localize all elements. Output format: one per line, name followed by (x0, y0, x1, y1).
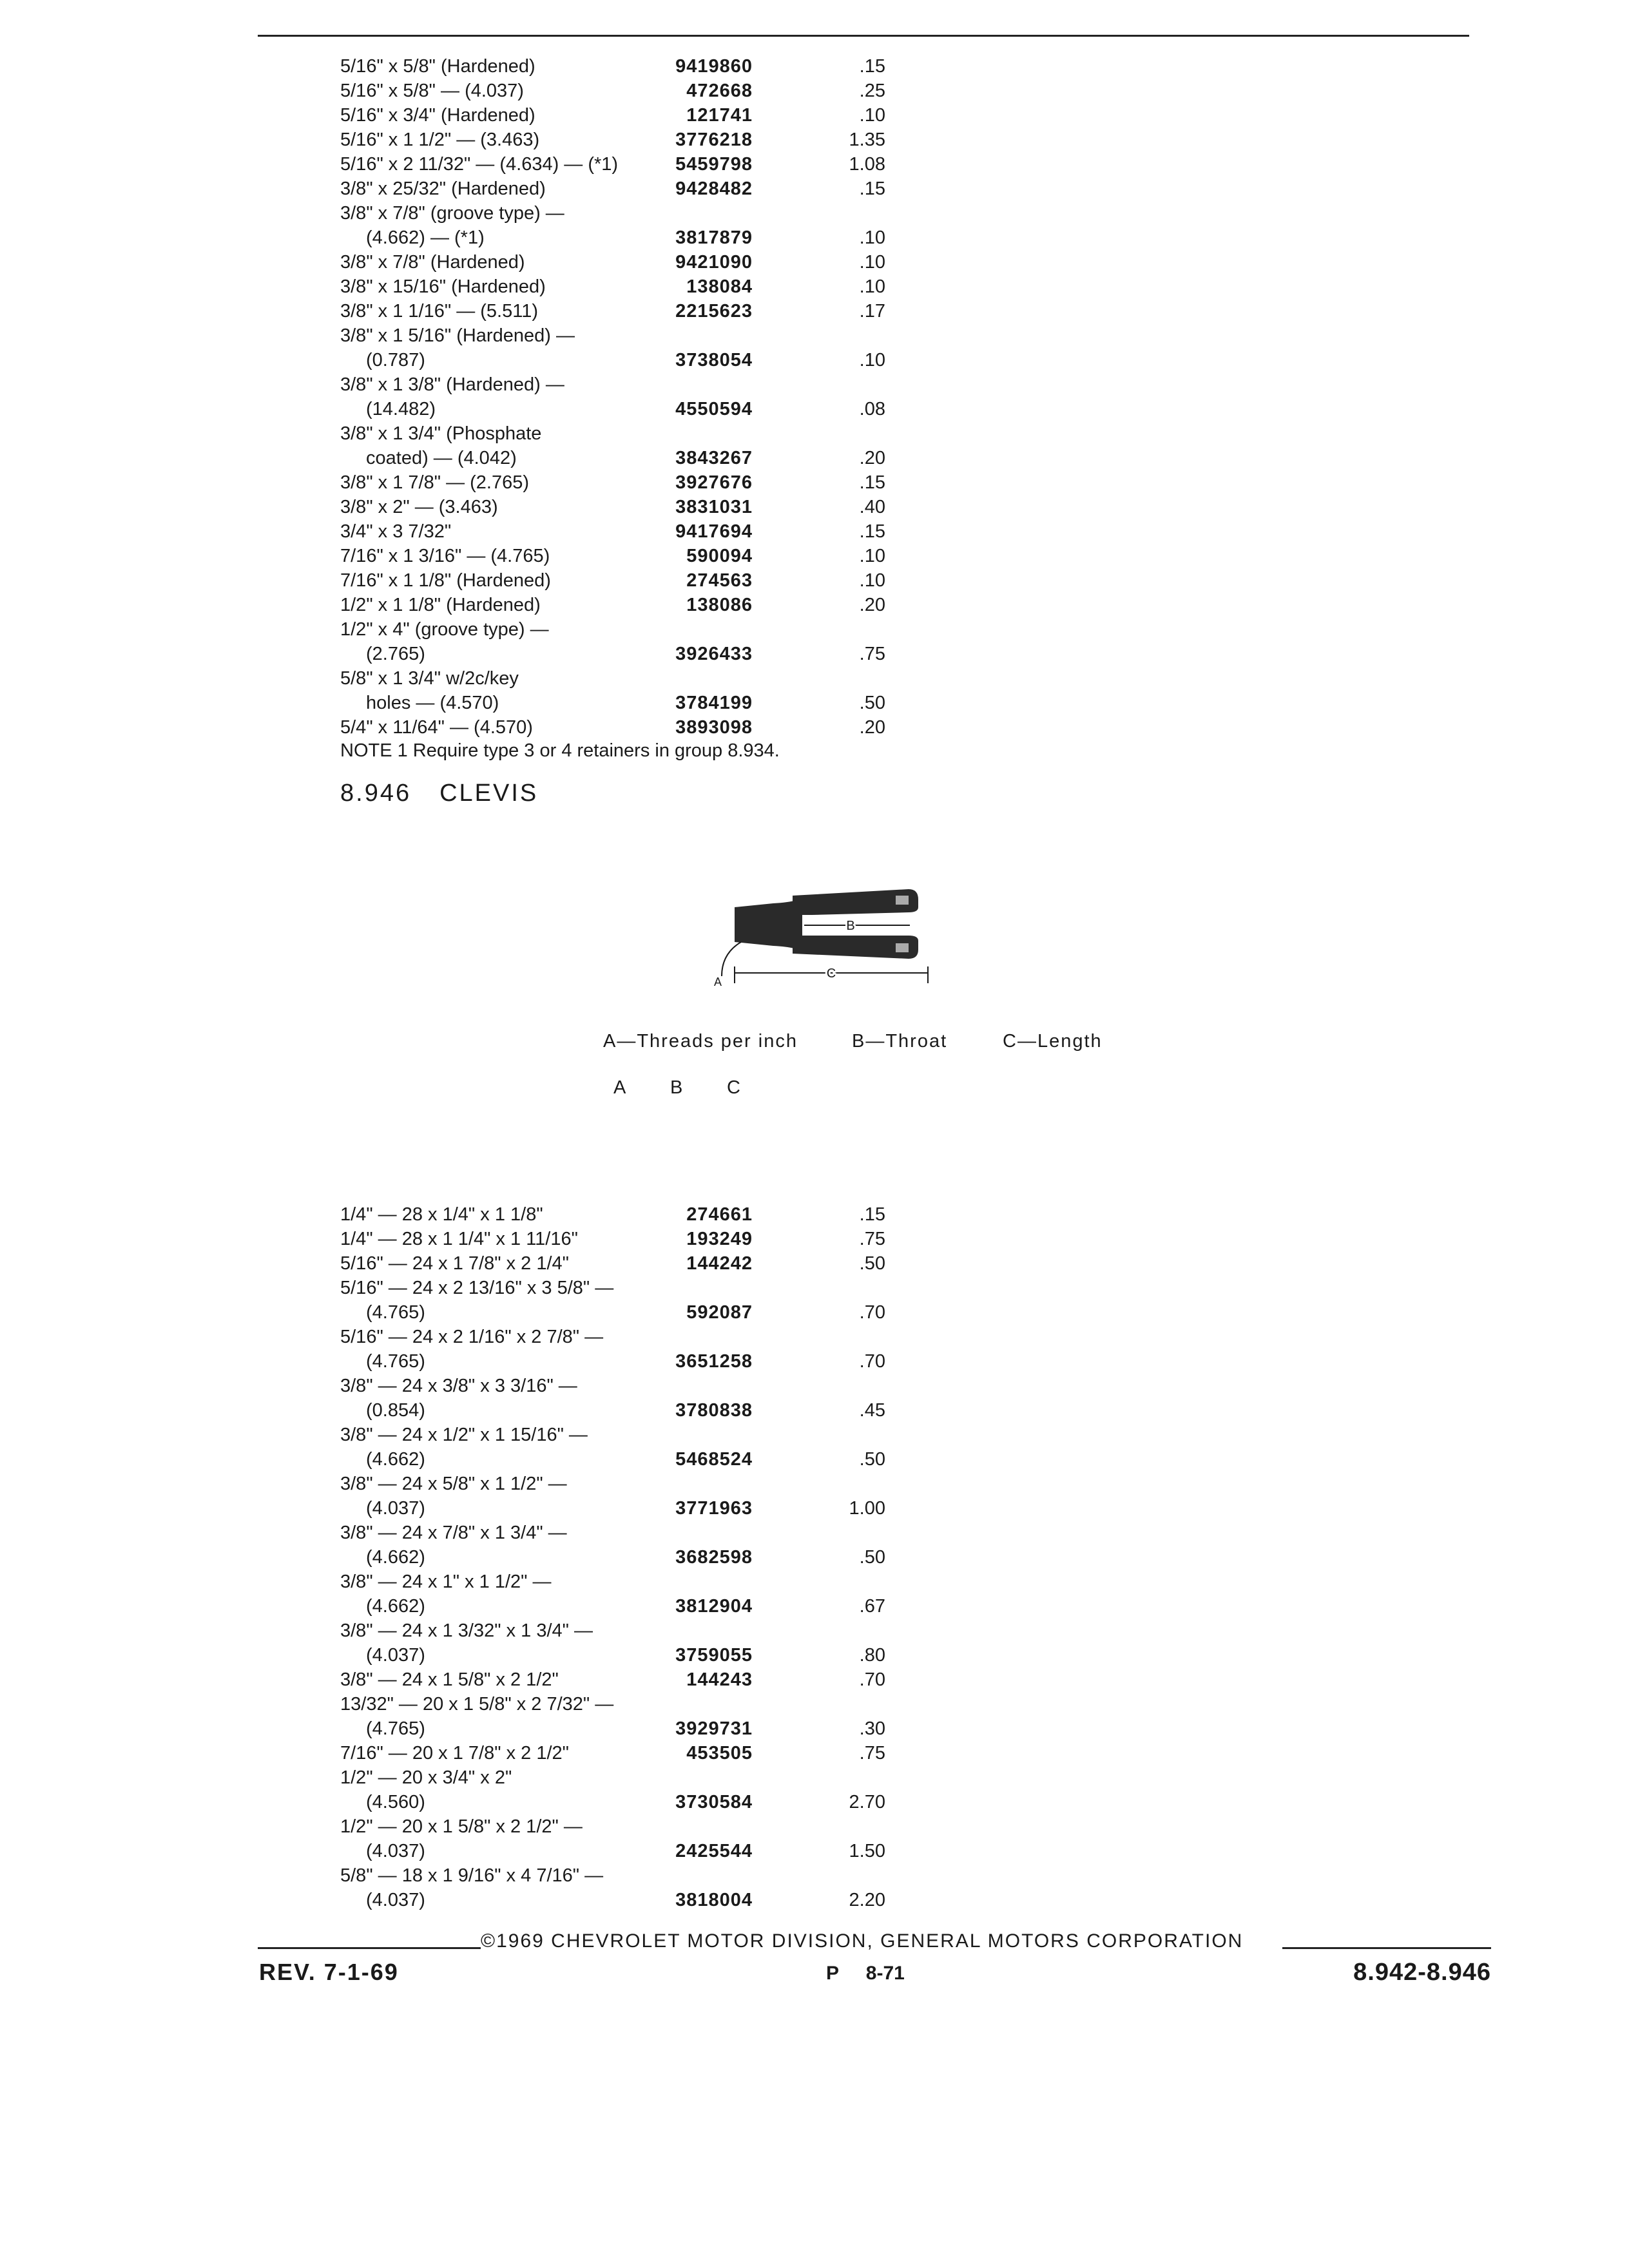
parts-row (340, 1839, 920, 1863)
label-c: C (826, 966, 836, 981)
part-number: 5459798 (675, 154, 753, 175)
parts-row (340, 1227, 920, 1251)
part-description: 3/8" x 1 3/4" (Phosphate (340, 423, 542, 444)
part-number: 3927676 (675, 472, 753, 493)
parts-row (340, 323, 920, 348)
legend-b: B—Throat (852, 1031, 948, 1052)
part-number: 138086 (686, 595, 753, 615)
part-price: .75 (859, 1743, 885, 1763)
parts-row (340, 1521, 920, 1545)
footnote: NOTE 1 Require type 3 or 4 retainers in group 8.934. (340, 740, 780, 761)
parts-row (340, 446, 920, 470)
part-price: .08 (859, 399, 885, 419)
part-description: 5/16" x 1 1/2" — (3.463) (340, 130, 540, 150)
part-description: 3/8" x 1 5/16" (Hardened) — (340, 325, 575, 346)
part-description: (4.662) — (*1) (366, 227, 485, 248)
part-price: .25 (859, 81, 885, 101)
part-price: .30 (859, 1718, 885, 1739)
part-description: 3/8" x 1 7/8" — (2.765) (340, 472, 530, 493)
part-number: 3780838 (675, 1400, 753, 1421)
parts-row (340, 1888, 920, 1912)
parts-row (340, 372, 920, 397)
part-price: .67 (859, 1596, 885, 1617)
part-description: 3/8" — 24 x 5/8" x 1 1/2" — (340, 1474, 567, 1494)
part-description: 1/2" x 1 1/8" (Hardened) (340, 595, 541, 615)
part-description: 5/16" x 2 11/32" — (4.634) — (*1) (340, 154, 619, 175)
parts-row (340, 201, 920, 226)
part-description: 3/8" x 25/32" (Hardened) (340, 178, 546, 199)
part-description: 5/8" x 1 3/4" w/2c/key (340, 668, 519, 689)
parts-row (340, 1202, 920, 1227)
part-description: 3/8" — 24 x 1 5/8" x 2 1/2" (340, 1669, 559, 1690)
footer-rule-right (1282, 1947, 1491, 1949)
column-head-b: B (670, 1077, 683, 1098)
part-description: 3/8" x 2" — (3.463) (340, 497, 498, 517)
part-description: 5/8" — 18 x 1 9/16" x 4 7/16" — (340, 1865, 604, 1886)
part-description: 1/2" — 20 x 1 5/8" x 2 1/2" — (340, 1816, 583, 1837)
parts-row (340, 1643, 920, 1667)
parts-row (340, 568, 920, 593)
part-number: 3831031 (675, 497, 753, 517)
part-description: (4.037) (366, 1890, 425, 1910)
parts-row (340, 1863, 920, 1888)
parts-row (340, 1349, 920, 1374)
part-description: (2.765) (366, 644, 425, 664)
parts-row (340, 397, 920, 421)
part-number: 3738054 (675, 350, 753, 370)
part-price: .15 (859, 56, 885, 77)
parts-row (340, 593, 920, 617)
parts-table-8942 (340, 54, 920, 740)
part-description: (0.854) (366, 1400, 425, 1421)
parts-row (340, 519, 920, 544)
part-description: (4.662) (366, 1596, 425, 1617)
parts-row (340, 495, 920, 519)
part-number: 3818004 (675, 1890, 753, 1910)
part-description: 3/8" x 7/8" (groove type) — (340, 203, 564, 224)
part-description: (4.560) (366, 1792, 425, 1812)
parts-table-8946 (340, 1202, 920, 1912)
part-price: .20 (859, 717, 885, 738)
part-description: 5/16" x 5/8" (Hardened) (340, 56, 535, 77)
parts-row (340, 1251, 920, 1276)
parts-row (340, 1667, 920, 1692)
part-price: .15 (859, 1204, 885, 1225)
part-number: 138084 (686, 276, 753, 297)
parts-row (340, 1300, 920, 1325)
label-b: B (846, 919, 855, 933)
part-price: .15 (859, 472, 885, 493)
part-description: 7/16" x 1 3/16" — (4.765) (340, 546, 550, 566)
part-description: (4.037) (366, 1841, 425, 1861)
part-price: .40 (859, 497, 885, 517)
part-description: 5/16" x 5/8" — (4.037) (340, 81, 524, 101)
part-description: 13/32" — 20 x 1 5/8" x 2 7/32" — (340, 1694, 614, 1715)
part-description: (4.662) (366, 1547, 425, 1568)
part-price: .10 (859, 350, 885, 370)
part-description: coated) — (4.042) (366, 448, 517, 468)
part-number: 121741 (686, 105, 753, 126)
parts-row (340, 470, 920, 495)
part-number: 3784199 (675, 693, 753, 713)
parts-row (340, 1276, 920, 1300)
part-description: 3/8" — 24 x 1/2" x 1 15/16" — (340, 1425, 588, 1445)
part-price: .80 (859, 1645, 885, 1666)
part-price: .50 (859, 1253, 885, 1274)
section-range: 8.942-8.946 (1353, 1959, 1491, 1986)
part-price: .50 (859, 1449, 885, 1470)
part-description: 3/8" — 24 x 1" x 1 1/2" — (340, 1571, 552, 1592)
clevis-diagram (696, 870, 954, 992)
parts-row (340, 1496, 920, 1521)
parts-row (340, 544, 920, 568)
part-description: 1/2" — 20 x 3/4" x 2" (340, 1767, 512, 1788)
part-price: .70 (859, 1302, 885, 1323)
part-description: 7/16" — 20 x 1 7/8" x 2 1/2" (340, 1743, 569, 1763)
parts-row (340, 666, 920, 691)
part-price: .45 (859, 1400, 885, 1421)
part-number: 3893098 (675, 717, 753, 738)
part-number: 3776218 (675, 130, 753, 150)
part-price: .70 (859, 1351, 885, 1372)
copyright: ©1969 CHEVROLET MOTOR DIVISION, GENERAL MOTORS CORPORATION (481, 1930, 1244, 1952)
part-price: .50 (859, 693, 885, 713)
part-description: (14.482) (366, 399, 436, 419)
part-price: .75 (859, 1229, 885, 1249)
part-description: 3/8" x 1 3/8" (Hardened) — (340, 374, 564, 395)
part-number: 193249 (686, 1229, 753, 1249)
part-price: .10 (859, 252, 885, 273)
part-price: 1.35 (849, 130, 885, 150)
parts-row (340, 691, 920, 715)
parts-row (340, 103, 920, 128)
part-number: 3817879 (675, 227, 753, 248)
part-description: (4.662) (366, 1449, 425, 1470)
column-head-c: C (727, 1077, 740, 1098)
page-number: P 8-71 (826, 1963, 905, 1984)
part-number: 453505 (686, 1743, 753, 1763)
part-description: 1/4" — 28 x 1 1/4" x 1 11/16" (340, 1229, 578, 1249)
part-number: 5468524 (675, 1449, 753, 1470)
part-description: (4.765) (366, 1351, 425, 1372)
column-head-a: A (613, 1077, 626, 1098)
parts-row (340, 152, 920, 177)
parts-row (340, 1570, 920, 1594)
parts-row (340, 1790, 920, 1814)
parts-row (340, 128, 920, 152)
part-description: (4.037) (366, 1645, 425, 1666)
parts-row (340, 1594, 920, 1619)
revision-date: REV. 7-1-69 (259, 1959, 399, 1985)
parts-row (340, 715, 920, 740)
parts-row (340, 617, 920, 642)
parts-row (340, 226, 920, 250)
part-description: 5/4" x 11/64" — (4.570) (340, 717, 533, 738)
part-price: .75 (859, 644, 885, 664)
parts-row (340, 1423, 920, 1447)
part-price: 1.50 (849, 1841, 885, 1861)
part-description: 3/8" x 7/8" (Hardened) (340, 252, 525, 273)
part-number: 592087 (686, 1302, 753, 1323)
part-number: 3771963 (675, 1498, 753, 1519)
part-number: 3843267 (675, 448, 753, 468)
part-price: .10 (859, 570, 885, 591)
part-description: 3/8" — 24 x 1 3/32" x 1 3/4" — (340, 1620, 593, 1641)
part-number: 9419860 (675, 56, 753, 77)
part-description: (4.765) (366, 1302, 425, 1323)
parts-row (340, 1716, 920, 1741)
parts-row (340, 1472, 920, 1496)
part-number: 144242 (686, 1253, 753, 1274)
section-heading (340, 780, 566, 807)
part-number: 274661 (686, 1204, 753, 1225)
part-number: 9417694 (675, 521, 753, 542)
parts-row (340, 1398, 920, 1423)
part-description: 1/4" — 28 x 1/4" x 1 1/8" (340, 1204, 543, 1225)
part-price: .15 (859, 178, 885, 199)
section-title: CLEVIS (439, 780, 539, 807)
parts-row (340, 1374, 920, 1398)
parts-row (340, 1741, 920, 1765)
part-description: (0.787) (366, 350, 425, 370)
part-description: (4.765) (366, 1718, 425, 1739)
parts-row (340, 250, 920, 274)
parts-row (340, 1814, 920, 1839)
part-price: 2.20 (849, 1890, 885, 1910)
part-price: .10 (859, 276, 885, 297)
part-price: 1.08 (849, 154, 885, 175)
parts-row (340, 1619, 920, 1643)
part-number: 144243 (686, 1669, 753, 1690)
parts-row (340, 54, 920, 79)
legend-a: A—Threads per inch (603, 1031, 798, 1052)
part-price: .70 (859, 1669, 885, 1690)
part-number: 3651258 (675, 1351, 753, 1372)
part-description: holes — (4.570) (366, 693, 499, 713)
part-number: 590094 (686, 546, 753, 566)
part-price: .10 (859, 105, 885, 126)
top-rule (258, 35, 1469, 37)
part-price: .10 (859, 227, 885, 248)
part-number: 3759055 (675, 1645, 753, 1666)
part-description: 7/16" x 1 1/8" (Hardened) (340, 570, 551, 591)
parts-row (340, 421, 920, 446)
part-description: 5/16" — 24 x 2 1/16" x 2 7/8" — (340, 1327, 604, 1347)
part-price: 2.70 (849, 1792, 885, 1812)
part-number: 9421090 (675, 252, 753, 273)
parts-row (340, 1765, 920, 1790)
part-number: 3682598 (675, 1547, 753, 1568)
part-description: 3/4" x 3 7/32" (340, 521, 452, 542)
part-price: .15 (859, 521, 885, 542)
part-number: 9428482 (675, 178, 753, 199)
part-price: .10 (859, 546, 885, 566)
parts-row (340, 299, 920, 323)
parts-row (340, 1692, 920, 1716)
part-number: 3926433 (675, 644, 753, 664)
part-description: 3/8" x 15/16" (Hardened) (340, 276, 546, 297)
part-number: 3730584 (675, 1792, 753, 1812)
parts-row (340, 642, 920, 666)
part-number: 4550594 (675, 399, 753, 419)
part-description: 3/8" x 1 1/16" — (5.511) (340, 301, 538, 322)
part-number: 3929731 (675, 1718, 753, 1739)
part-price: .20 (859, 448, 885, 468)
part-description: 5/16" — 24 x 1 7/8" x 2 1/4" (340, 1253, 569, 1274)
part-number: 274563 (686, 570, 753, 591)
part-description: (4.037) (366, 1498, 425, 1519)
label-a: A (714, 975, 722, 988)
part-description: 3/8" — 24 x 7/8" x 1 3/4" — (340, 1523, 567, 1543)
footer-rule-left (258, 1947, 481, 1949)
parts-row (340, 1325, 920, 1349)
part-description: 3/8" — 24 x 3/8" x 3 3/16" — (340, 1376, 577, 1396)
section-number: 8.946 (340, 780, 412, 807)
part-description: 5/16" — 24 x 2 13/16" x 3 5/8" — (340, 1278, 614, 1298)
parts-row (340, 274, 920, 299)
part-price: .20 (859, 595, 885, 615)
parts-row (340, 79, 920, 103)
part-number: 2215623 (675, 301, 753, 322)
part-description: 5/16" x 3/4" (Hardened) (340, 105, 535, 126)
part-number: 472668 (686, 81, 753, 101)
parts-row (340, 177, 920, 201)
part-price: 1.00 (849, 1498, 885, 1519)
part-price: .17 (859, 301, 885, 322)
parts-row (340, 348, 920, 372)
parts-row (340, 1447, 920, 1472)
part-number: 2425544 (675, 1841, 753, 1861)
part-number: 3812904 (675, 1596, 753, 1617)
part-description: 1/2" x 4" (groove type) — (340, 619, 549, 640)
threads-leader (722, 942, 741, 976)
legend-c: C—Length (1003, 1031, 1103, 1052)
parts-row (340, 1545, 920, 1570)
part-price: .50 (859, 1547, 885, 1568)
